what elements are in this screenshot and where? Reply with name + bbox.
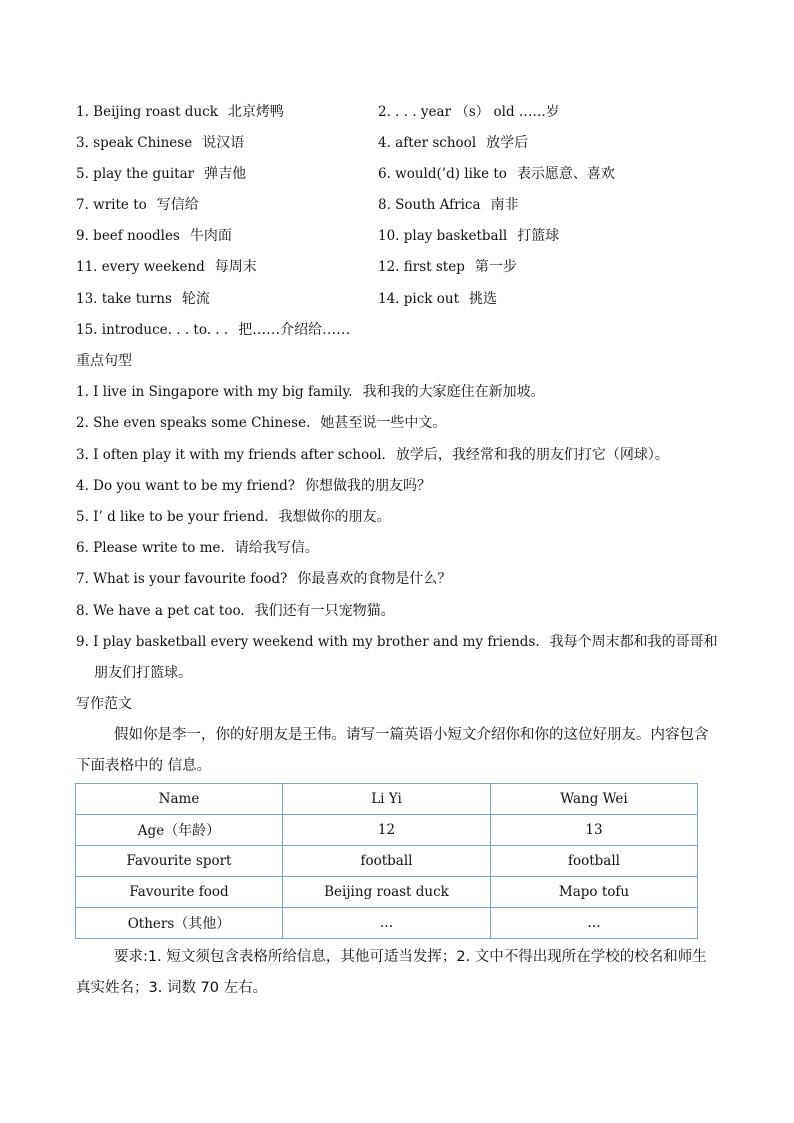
sentence-item: 9. I play basketball every weekend with my brother and my friends. 我每个周末都和我的哥哥和 (76, 634, 718, 650)
phrase-item: 7. write to 写信给 (76, 197, 199, 213)
writing-requirements: 要求:1. 短文须包含表格所给信息，其他可适当发挥；2. 文中不得出现所在学校的校名和师生真实姓名；3. 词数 70 左右。 (76, 949, 707, 996)
writing-prompt: 假如你是李一，你的好朋友是王伟。请写一篇英语小短文介绍你和你的这位好朋友。内容包含下面表格中的 信息。 (76, 727, 709, 774)
section-heading-sentences: 重点句型 (76, 353, 132, 369)
phrase-item: 14. pick out 挑选 (378, 291, 497, 307)
sentence-continuation: 朋友们打篮球。 (94, 665, 192, 681)
table-row (76, 815, 698, 846)
phrase-item: 1. Beijing roast duck 北京烤鸭 (76, 104, 284, 120)
phrase-item: 2. . . . year （s） old ……岁 (378, 104, 560, 120)
phrase-item: 10. play basketball 打篮球 (378, 228, 560, 244)
table-cell-label: Favourite food (76, 877, 283, 908)
phrase-item: 8. South Africa 南非 (378, 197, 519, 213)
phrase-item: 6. would(’d) like to 表示愿意、喜欢 (378, 166, 615, 182)
phrase-item: 15. introduce. . . to. . . 把……介绍给…… (76, 322, 351, 338)
table-row (76, 784, 698, 815)
table-row (76, 846, 698, 877)
phrase-item: 13. take turns 轮流 (76, 291, 210, 307)
table-row (76, 908, 698, 939)
table-cell-label: Age（年龄） (76, 815, 283, 846)
sentence-item: 2. She even speaks some Chinese. 她甚至说一些中文。 (76, 415, 447, 431)
phrase-item: 9. beef noodles 牛肉面 (76, 228, 232, 244)
table-cell: Wang Wei (491, 784, 698, 815)
table-cell: 13 (491, 815, 698, 846)
sentence-item: 7. What is your favourite food? 你最喜欢的食物是什么？ (76, 571, 452, 587)
phrase-item: 11. every weekend 每周末 (76, 259, 257, 275)
table-cell: … (491, 908, 698, 939)
table-cell: Li Yi (283, 784, 491, 815)
sentence-item: 3. I often play it with my friends after school. 放学后，我经常和我的朋友们打它（网球）。 (76, 447, 669, 463)
table-cell: 12 (283, 815, 491, 846)
table-cell: football (491, 846, 698, 877)
table-cell-label: Favourite sport (76, 846, 283, 877)
table-cell: Mapo tofu (491, 877, 698, 908)
table-cell-label: Others（其他） (76, 908, 283, 939)
sentence-item: 5. I’ d like to be your friend. 我想做你的朋友。 (76, 509, 391, 525)
phrase-item: 12. first step 第一步 (378, 259, 517, 275)
sentence-item: 1. I live in Singapore with my big family. 我和我的大家庭住在新加坡。 (76, 384, 545, 400)
sentence-item: 6. Please write to me. 请给我写信。 (76, 540, 319, 556)
table-cell-label: Name (76, 784, 283, 815)
phrase-item: 3. speak Chinese 说汉语 (76, 135, 245, 151)
phrase-item: 5. play the guitar 弹吉他 (76, 166, 247, 182)
table-cell: … (283, 908, 491, 939)
section-heading-writing: 写作范文 (76, 696, 132, 712)
table-cell: football (283, 846, 491, 877)
table-cell: Beijing roast duck (283, 877, 491, 908)
info-table (75, 783, 698, 939)
table-row (76, 877, 698, 908)
sentence-item: 4. Do you want to be my friend? 你想做我的朋友吗？ (76, 478, 431, 494)
phrase-item: 4. after school 放学后 (378, 135, 529, 151)
sentence-item: 8. We have a pet cat too. 我们还有一只宠物猫。 (76, 603, 395, 619)
